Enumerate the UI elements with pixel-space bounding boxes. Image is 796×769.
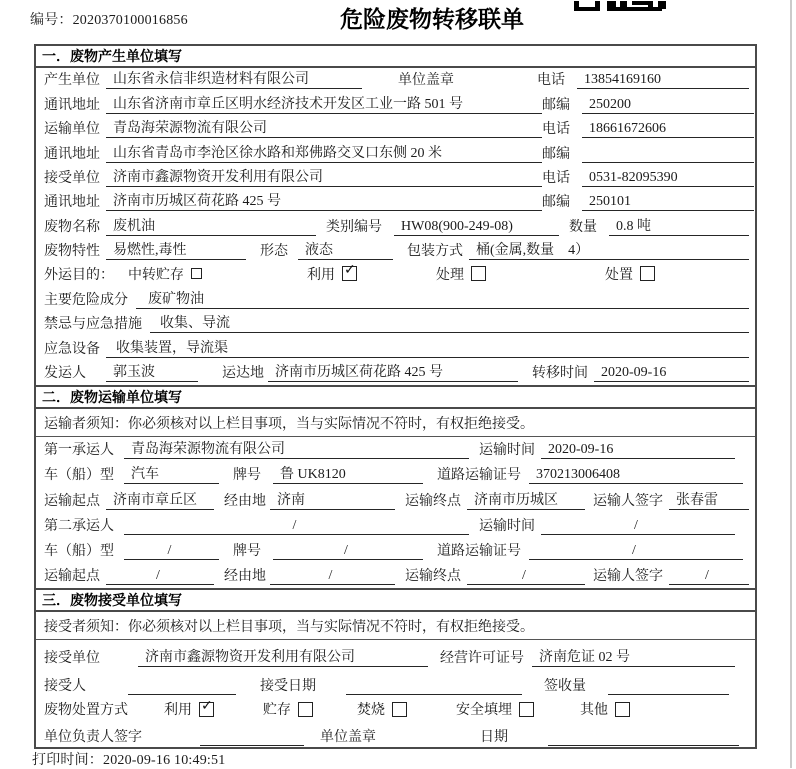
emergency-measures-label: 禁忌与应急措施: [44, 317, 142, 333]
postcode-label: 邮编: [542, 97, 570, 113]
signed-quantity-field[interactable]: [608, 678, 729, 695]
print-time-value: 2020-09-16 10:49:51: [103, 753, 226, 768]
disposal-other-checkbox[interactable]: [615, 702, 630, 717]
route-via-label: 经由地: [224, 569, 266, 585]
receiver-unit-label: 接受单位: [44, 170, 100, 186]
postcode-label: 邮编: [542, 195, 570, 211]
second-transport-time-field[interactable]: /: [541, 518, 735, 535]
hazard-components-field[interactable]: 废矿物油: [136, 288, 749, 309]
row-first-carrier: [36, 437, 755, 462]
plate-number-label: 牌号: [233, 544, 261, 560]
row-emergency-equipment: [36, 336, 755, 360]
section-producer: [36, 46, 755, 385]
utilize-checkbox[interactable]: [342, 266, 357, 281]
transport-unit-field[interactable]: 青岛海荣源物流有限公司: [106, 117, 542, 138]
row-second-route: [36, 563, 755, 588]
license-number-label: 经营许可证号: [440, 651, 524, 667]
producer-address-field[interactable]: 山东省济南市章丘区明水经济技术开发区工业一路 501 号: [106, 93, 542, 114]
producer-postcode-field[interactable]: 250200: [582, 97, 754, 114]
second-road-permit-field[interactable]: /: [529, 543, 743, 560]
row-hazard-components: [36, 288, 755, 312]
first-route-end-field[interactable]: 济南市历城区: [467, 489, 585, 510]
receiver-notice: [36, 612, 755, 640]
form-state-label: 形态: [260, 244, 288, 260]
transport-unit-label: 运输单位: [44, 122, 100, 138]
address-label: 通讯地址: [44, 195, 100, 211]
row-transport-unit: [36, 117, 755, 141]
document-number-value: 2020370100016856: [72, 13, 188, 28]
receiving-unit-label: 接受单位: [44, 651, 100, 667]
option-incinerate-label: 焚烧: [357, 703, 385, 719]
unit-seal-label: 单位盖章: [398, 73, 454, 89]
receiver-person-label: 接受人: [44, 679, 86, 695]
row-responsible-signature: [36, 723, 755, 749]
address-label: 通讯地址: [44, 97, 100, 113]
transfer-time-label: 转移时间: [532, 366, 588, 382]
transfer-storage-checkbox[interactable]: [191, 268, 202, 279]
option-dispose-label: 处置: [605, 267, 633, 283]
signed-quantity-label: 签收量: [544, 679, 586, 695]
receiver-postcode-field[interactable]: 250101: [582, 194, 754, 211]
consignor-label: 发运人: [44, 366, 86, 382]
second-route-start-field[interactable]: /: [106, 568, 214, 585]
option-landfill-label: 安全填埋: [456, 703, 512, 719]
receiver-unit-field[interactable]: 济南市鑫源物资开发利用有限公司: [106, 166, 542, 187]
section2-title: 二．废物运输单位填写: [36, 387, 755, 409]
route-end-label: 运输终点: [405, 569, 461, 585]
row-receiving-unit: [36, 640, 755, 670]
packaging-label: 包装方式: [407, 244, 463, 260]
first-carrier-field[interactable]: 青岛海荣源物流有限公司: [124, 438, 469, 459]
section-receiver: [36, 588, 755, 749]
first-transport-time-field[interactable]: 2020-09-16: [541, 442, 735, 459]
section1-title: 一．废物产生单位填写: [36, 46, 755, 68]
row-disposal-method: [36, 698, 755, 723]
row-second-carrier: [36, 513, 755, 538]
receive-date-field[interactable]: [346, 678, 522, 695]
document-number-label: 编号：: [30, 13, 73, 28]
transport-time-label: 运输时间: [479, 443, 535, 459]
transport-address-field[interactable]: 山东省青岛市李沧区徐水路和郑佛路交叉口东侧 20 米: [106, 142, 542, 163]
category-code-label: 类别编号: [326, 219, 382, 235]
row-second-vehicle: [36, 538, 755, 563]
dispose-checkbox[interactable]: [640, 266, 655, 281]
consignor-field[interactable]: 郭玉波: [106, 361, 198, 382]
transporter-notice-text: 运输者须知：你必须核对以上栏目事项，当与实际情况不符时，有权拒绝接受。: [44, 416, 534, 432]
disposal-incinerate-checkbox[interactable]: [392, 702, 407, 717]
vehicle-type-label: 车（船）型: [44, 544, 114, 560]
destination-label: 运达地: [222, 366, 264, 382]
route-start-label: 运输起点: [44, 569, 100, 585]
page-edge-line: [790, 0, 792, 768]
carrier-signature-label: 运输人签字: [593, 493, 663, 509]
print-time: [32, 749, 225, 769]
row-consignor: [36, 361, 755, 385]
first-road-permit-field[interactable]: 370213006408: [529, 467, 743, 484]
first-route-start-field[interactable]: 济南市章丘区: [106, 489, 214, 510]
producer-unit-label: 产生单位: [44, 73, 100, 89]
transfer-time-field[interactable]: 2020-09-16: [594, 365, 749, 382]
phone-label: 电话: [537, 73, 565, 89]
receiver-phone-field[interactable]: 0531-82095390: [582, 170, 754, 187]
option-utilize-label: 利用: [307, 267, 335, 283]
section-transporter: [36, 385, 755, 588]
option-transfer-storage-label: 中转贮存: [128, 267, 184, 283]
route-via-label: 经由地: [224, 493, 266, 509]
page-title: 危险废物转移联单: [340, 6, 524, 32]
vehicle-type-label: 车（船）型: [44, 468, 114, 484]
outbound-purpose-label: 外运目的：: [44, 267, 114, 283]
second-carrier-signature-field[interactable]: /: [669, 568, 749, 585]
packaging-field[interactable]: 桶(金属,数量 4）: [469, 239, 749, 260]
second-carrier-label: 第二承运人: [44, 518, 114, 534]
row-producer-unit: [36, 68, 755, 92]
phone-label: 电话: [542, 170, 570, 186]
category-code-field[interactable]: HW08(900-249-08): [394, 219, 559, 236]
responsible-signature-label: 单位负责人签字: [44, 730, 142, 746]
unit-seal-label: 单位盖章: [320, 730, 376, 746]
print-time-label: 打印时间：: [32, 753, 103, 768]
row-first-vehicle: [36, 462, 755, 487]
emergency-measures-field[interactable]: 收集、导流: [150, 312, 749, 333]
seal-date-field[interactable]: [548, 729, 739, 746]
receiver-notice-text: 接受者须知：你必须核对以上栏目事项，当与实际情况不符时，有权拒绝接受。: [44, 619, 534, 635]
phone-label: 电话: [542, 122, 570, 138]
section3-title: 三．废物接受单位填写: [36, 590, 755, 612]
quantity-label: 数量: [569, 219, 597, 235]
emergency-equipment-label: 应急设备: [44, 341, 100, 357]
emergency-equipment-field[interactable]: 收集装置，导流渠: [106, 337, 749, 358]
receiver-address-field[interactable]: 济南市历城区荷花路 425 号: [106, 190, 542, 211]
quantity-field[interactable]: 0.8 吨: [609, 215, 749, 236]
first-route-via-field[interactable]: 济南: [270, 489, 395, 510]
row-emergency-measures: [36, 312, 755, 336]
producer-unit-field[interactable]: 山东省永信非织造材料有限公司: [106, 68, 362, 89]
row-outbound-purpose: [36, 263, 755, 287]
row-transport-address: [36, 141, 755, 165]
second-vehicle-type-field[interactable]: /: [124, 543, 219, 560]
route-end-label: 运输终点: [405, 493, 461, 509]
route-start-label: 运输起点: [44, 493, 100, 509]
first-plate-number-field[interactable]: 鲁 UK8120: [273, 463, 423, 484]
hazard-components-label: 主要危险成分: [44, 292, 128, 308]
form-state-field[interactable]: 液态: [298, 239, 393, 260]
destination-field[interactable]: 济南市历城区荷花路 425 号: [268, 361, 518, 382]
second-route-end-field[interactable]: /: [467, 568, 585, 585]
receiving-unit-field[interactable]: 济南市鑫源物资开发利用有限公司: [138, 646, 428, 667]
disposal-landfill-checkbox[interactable]: [519, 702, 534, 717]
waste-name-label: 废物名称: [44, 219, 100, 235]
disposal-method-label: 废物处置方式: [44, 703, 128, 719]
carrier-signature-label: 运输人签字: [593, 569, 663, 585]
receiver-person-field[interactable]: [128, 678, 236, 695]
manifest-form: [34, 44, 757, 749]
row-receiver-unit: [36, 166, 755, 190]
first-vehicle-type-field[interactable]: 汽车: [124, 463, 219, 484]
row-first-route: [36, 487, 755, 512]
row-receiver-address: [36, 190, 755, 214]
road-permit-label: 道路运输证号: [437, 544, 521, 560]
receive-date-label: 接受日期: [260, 679, 316, 695]
waste-property-label: 废物特性: [44, 244, 100, 260]
transport-time-label: 运输时间: [479, 518, 535, 534]
first-carrier-label: 第一承运人: [44, 443, 114, 459]
responsible-signature-field[interactable]: [200, 729, 304, 746]
option-treat-label: 处理: [436, 267, 464, 283]
road-permit-label: 道路运输证号: [437, 468, 521, 484]
transporter-notice: [36, 409, 755, 437]
license-number-field[interactable]: 济南危证 02 号: [532, 646, 735, 667]
postcode-label: 邮编: [542, 146, 570, 162]
option-other-label: 其他: [580, 703, 608, 719]
waste-property-field[interactable]: 易燃性,毒性: [106, 239, 246, 260]
disposal-storage-checkbox[interactable]: [298, 702, 313, 717]
treat-checkbox[interactable]: [471, 266, 486, 281]
waste-name-field[interactable]: 废机油: [106, 215, 316, 236]
row-waste-name: [36, 214, 755, 238]
date-label: 日期: [480, 730, 508, 746]
producer-phone-field[interactable]: 13854169160: [577, 72, 749, 89]
second-plate-number-field[interactable]: /: [273, 543, 423, 560]
option-storage-label: 贮存: [263, 703, 291, 719]
address-label: 通讯地址: [44, 146, 100, 162]
row-producer-address: [36, 92, 755, 116]
second-route-via-field[interactable]: /: [270, 568, 395, 585]
transport-postcode-field[interactable]: [582, 146, 754, 163]
second-carrier-field[interactable]: /: [124, 518, 469, 535]
row-receiver-person: [36, 670, 755, 698]
disposal-utilize-checkbox[interactable]: [199, 702, 214, 717]
plate-number-label: 牌号: [233, 468, 261, 484]
option-utilize-label: 利用: [164, 703, 192, 719]
row-waste-property: [36, 239, 755, 263]
first-carrier-signature-field[interactable]: 张春雷: [669, 489, 749, 510]
transport-phone-field[interactable]: 18661672606: [582, 121, 754, 138]
